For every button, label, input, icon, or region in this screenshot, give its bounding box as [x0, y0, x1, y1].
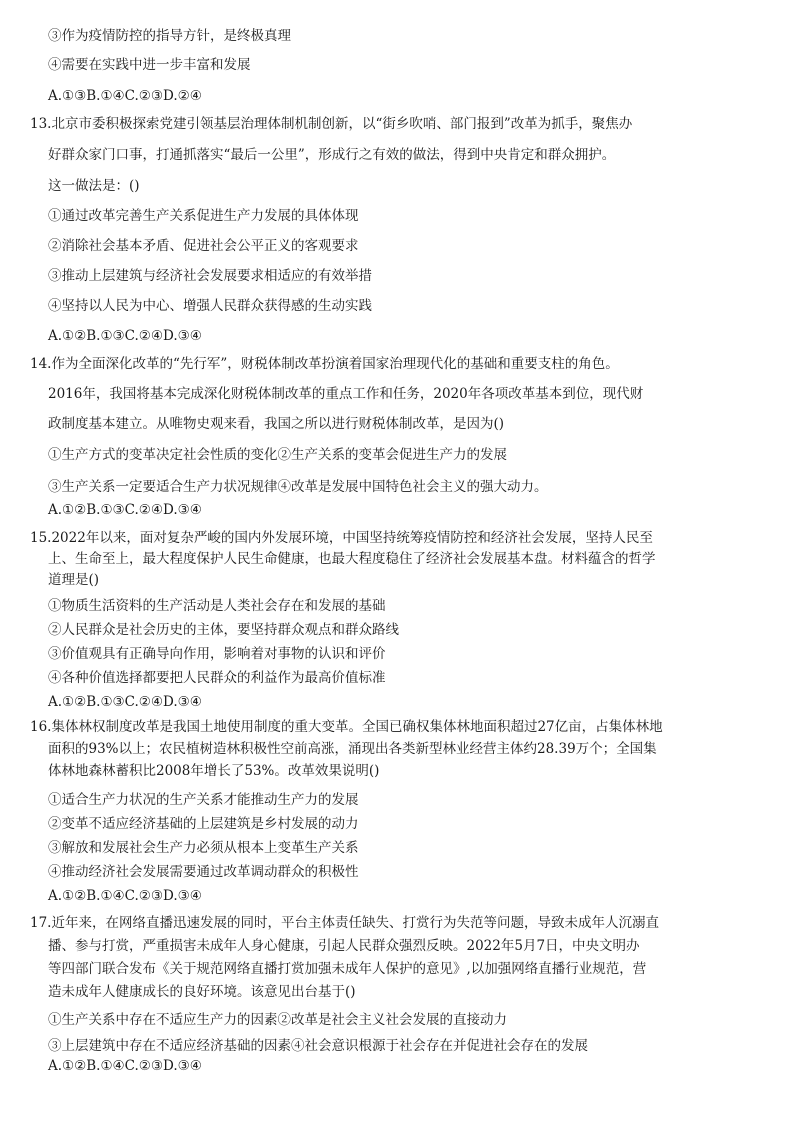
option-text: ①物质生活资料的生产活动是人类社会存在和发展的基础 — [48, 598, 386, 614]
answer-choices: A.①②B.①④C.②③D.③④ — [48, 1058, 202, 1074]
question-17-stem: 造未成年人健康成长的良好环境。该意见出台基于() — [48, 984, 356, 1000]
answer-choices: A.①②B.①③C.②④D.③④ — [48, 502, 202, 518]
option-text: ①生产方式的变革决定社会性质的变化②生产关系的变革会促进生产力的发展 — [48, 447, 507, 463]
question-16-stem: 16.集体林权制度改革是我国土地使用制度的重大变革。全国已确权集体林地面积超过27亿亩，占集体林地 — [30, 719, 663, 735]
option-text: ①适合生产力状况的生产关系才能推动生产力的发展 — [48, 792, 359, 808]
answer-choices: A.①③B.①④C.②③D.②④ — [48, 88, 202, 104]
option-text: ③上层建筑中存在不适应经济基础的因素④社会意识根源于社会存在并促进社会存在的发展 — [48, 1038, 588, 1054]
option-text: ③价值观具有正确导向作用，影响着对事物的认识和评价 — [48, 646, 386, 662]
question-16-stem: 面积的93%以上；农民植树造林积极性空前高涨，涌现出各类新型林业经营主体约28.39万个；全国集 — [48, 741, 657, 757]
option-text: ③推动上层建筑与经济社会发展要求相适应的有效举措 — [48, 268, 372, 284]
question-15-stem: 15.2022年以来，面对复杂严峻的国内外发展环境，中国坚持统筹疫情防控和经济社会发展，坚持人民至 — [30, 530, 653, 546]
question-15-stem: 上、生命至上，最大程度保护人民生命健康，也最大程度稳住了经济社会发展基本盘。材料蕴含的哲学 — [48, 551, 656, 567]
option-text: ②人民群众是社会历史的主体，要坚持群众观点和群众路线 — [48, 622, 399, 638]
option-text: ②消除社会基本矛盾、促进社会公平正义的客观要求 — [48, 238, 359, 254]
option-text: ④需要在实践中进一步丰富和发展 — [48, 57, 251, 73]
question-17-stem: 17.近年来，在网络直播迅速发展的同时，平台主体责任缺失、打赏行为失范等问题，导致未成年人沉溺直 — [30, 915, 659, 931]
option-text: ④坚持以人民为中心、增强人民群众获得感的生动实践 — [48, 298, 372, 314]
question-16-stem: 体林地森林蓄积比2008年增长了53%。改革效果说明() — [48, 763, 380, 779]
option-text: ③生产关系一定要适合生产力状况规律④改革是发展中国特色社会主义的强大动力。 — [48, 479, 548, 495]
question-17-stem: 等四部门联合发布《关于规范网络直播打赏加强未成年人保护的意见》,以加强网络直播行业规范，营 — [48, 961, 647, 977]
option-text: ④各种价值选择都要把人民群众的利益作为最高价值标准 — [48, 670, 386, 686]
question-15-stem: 道理是() — [48, 572, 100, 588]
question-14-stem: 2016年，我国将基本完成深化财税体制改革的重点工作和任务，2020年各项改革基本到位，现代财 — [48, 386, 644, 402]
question-14-stem: 14.作为全面深化改革的“先行军”，财税体制改革扮演着国家治理现代化的基础和重要支柱的角色。 — [30, 356, 619, 372]
option-text: ④推动经济社会发展需要通过改革调动群众的积极性 — [48, 864, 359, 880]
answer-choices: A.①②B.①③C.②④D.③④ — [48, 694, 202, 710]
option-text: ①通过改革完善生产关系促进生产力发展的具体体现 — [48, 208, 359, 224]
question-13-stem: 好群众家门口事，打通抓落实“最后一公里”，形成行之有效的做法，得到中央肯定和群众拥护。 — [48, 147, 616, 163]
option-text: ③作为疫情防控的指导方针，是终极真理 — [48, 28, 291, 44]
question-13-stem: 13.北京市委积极探索党建引领基层治理体制机制创新，以“街乡吹哨、部门报到”改革为抓手，聚焦办 — [30, 116, 633, 132]
question-17-stem: 播、参与打赏，严重损害未成年人身心健康，引起人民群众强烈反映。2022年5月7日，中央文明办 — [48, 938, 640, 954]
option-text: ③解放和发展社会生产力必须从根本上变革生产关系 — [48, 840, 359, 856]
answer-choices: A.①②B.①④C.②③D.③④ — [48, 888, 202, 904]
answer-choices: A.①②B.①③C.②④D.③④ — [48, 328, 202, 344]
question-13-stem: 这一做法是：() — [48, 178, 140, 194]
question-14-stem: 政制度基本建立。从唯物史观来看，我国之所以进行财税体制改革，是因为() — [48, 416, 505, 432]
option-text: ①生产关系中存在不适应生产力的因素②改革是社会主义社会发展的直接动力 — [48, 1012, 507, 1028]
option-text: ②变革不适应经济基础的上层建筑是乡村发展的动力 — [48, 816, 359, 832]
